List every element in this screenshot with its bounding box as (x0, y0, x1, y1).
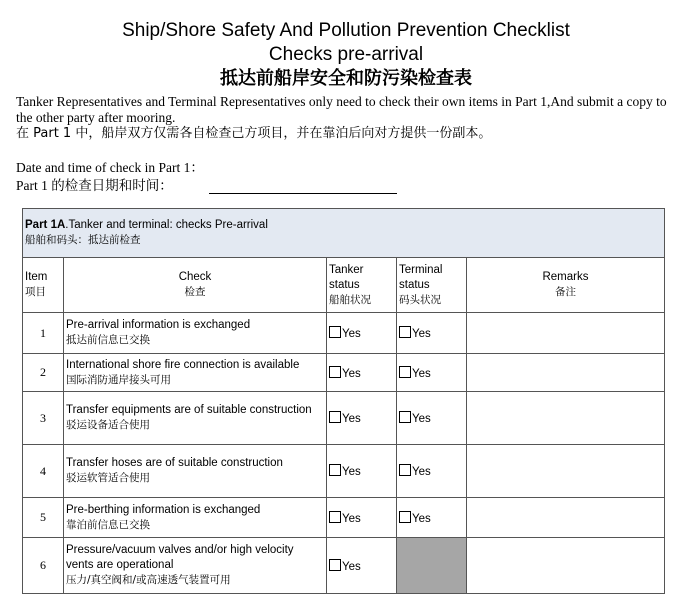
header-check: Check 检查 (64, 258, 327, 313)
checklist-table (22, 208, 665, 594)
row-number: 1 (23, 313, 64, 354)
header-item: Item 项目 (23, 258, 64, 313)
date-blank-line[interactable] (209, 180, 397, 194)
terminal-yes-checkbox[interactable] (399, 366, 411, 378)
terminal-status-cell (397, 354, 467, 392)
intro-english: Tanker Representatives and Terminal Representatives only need to check their own items in Part 1,And submit a copy to the other party after mooring. (16, 94, 667, 125)
terminal-yes-label: Yes (412, 512, 431, 525)
tanker-yes-checkbox[interactable] (329, 464, 341, 476)
tanker-status-cell (327, 313, 397, 354)
terminal-yes-label: Yes (412, 328, 431, 340)
date-label-chinese: Part 1 的检查日期和时间： (16, 178, 173, 193)
table-row (23, 313, 665, 354)
tanker-yes-label: Yes (342, 512, 361, 525)
terminal-status-cell-not-applicable (397, 538, 467, 594)
section-title-english: .Tanker and terminal: checks Pre-arrival (65, 219, 268, 231)
tanker-yes-label: Yes (342, 367, 361, 380)
row-number: 2 (23, 354, 64, 392)
tanker-yes-checkbox[interactable] (329, 366, 341, 378)
row-number: 6 (23, 538, 64, 594)
remarks-cell[interactable] (467, 392, 665, 445)
tanker-yes-label: Yes (342, 466, 361, 478)
tanker-yes-checkbox[interactable] (329, 411, 341, 423)
section-header-row (23, 209, 665, 258)
terminal-yes-label: Yes (412, 413, 431, 425)
tanker-status-cell (327, 445, 397, 498)
terminal-yes-checkbox[interactable] (399, 411, 411, 423)
row-check-text: Pre-arrival information is exchanged 抵达前信息已交换 (64, 313, 327, 354)
row-check-text: Transfer equipments are of suitable construction 驳运设备适合使用 (64, 392, 327, 445)
tanker-status-cell (327, 538, 397, 594)
tanker-yes-label: Yes (342, 560, 361, 573)
header-tanker-status: Tanker status 船舶状况 (327, 258, 397, 313)
table-row (23, 354, 665, 392)
row-number: 5 (23, 498, 64, 538)
tanker-yes-label: Yes (342, 413, 361, 425)
date-label-english: Date and time of check in Part 1： (16, 160, 204, 175)
terminal-status-cell (397, 313, 467, 354)
tanker-status-cell (327, 354, 397, 392)
intro-chinese: 在 Part 1 中，船岸双方仅需各自检查己方项目，并在靠泊后向对方提供一份副本。 (16, 126, 492, 141)
terminal-yes-checkbox[interactable] (399, 326, 411, 338)
row-check-text: Pre-berthing information is exchanged 靠泊前信息已交换 (64, 498, 327, 538)
title-english-line1: Ship/Shore Safety And Pollution Prevention Checklist (122, 20, 570, 41)
remarks-cell[interactable] (467, 538, 665, 594)
terminal-status-cell (397, 498, 467, 538)
table-row (23, 538, 665, 594)
row-number: 4 (23, 445, 64, 498)
tanker-yes-checkbox[interactable] (329, 326, 341, 338)
terminal-status-cell (397, 445, 467, 498)
title-chinese: 抵达前船岸安全和防污染检查表 (220, 68, 472, 89)
header-terminal-status: Terminal status 码头状况 (397, 258, 467, 313)
section-header-cell (23, 209, 665, 258)
tanker-yes-label: Yes (342, 328, 361, 340)
terminal-yes-checkbox[interactable] (399, 511, 411, 523)
remarks-cell[interactable] (467, 313, 665, 354)
header-remarks: Remarks 备注 (467, 258, 665, 313)
tanker-yes-checkbox[interactable] (329, 511, 341, 523)
terminal-yes-checkbox[interactable] (399, 464, 411, 476)
tanker-yes-checkbox[interactable] (329, 559, 341, 571)
terminal-status-cell (397, 392, 467, 445)
column-header-row (23, 258, 665, 313)
row-check-text: Transfer hoses are of suitable construction 驳运软管适合使用 (64, 445, 327, 498)
remarks-cell[interactable] (467, 445, 665, 498)
tanker-status-cell (327, 392, 397, 445)
row-number: 3 (23, 392, 64, 445)
tanker-status-cell (327, 498, 397, 538)
table-row (23, 445, 665, 498)
row-check-text: Pressure/vacuum valves and/or high velocity vents are operational 压力/真空阀和/或高速透气装置可用 (64, 538, 327, 594)
section-code: Part 1A (25, 219, 66, 231)
table-row (23, 498, 665, 538)
section-title-chinese: 船舶和码头：抵达前检查 (25, 234, 141, 246)
remarks-cell[interactable] (467, 498, 665, 538)
title-english-line2: Checks pre-arrival (268, 44, 424, 65)
terminal-yes-label: Yes (412, 367, 431, 380)
remarks-cell[interactable] (467, 354, 665, 392)
terminal-yes-label: Yes (412, 466, 431, 478)
date-field-row (16, 178, 397, 194)
row-check-text: International shore fire connection is available 国际消防通岸接头可用 (64, 354, 327, 392)
table-row (23, 392, 665, 445)
